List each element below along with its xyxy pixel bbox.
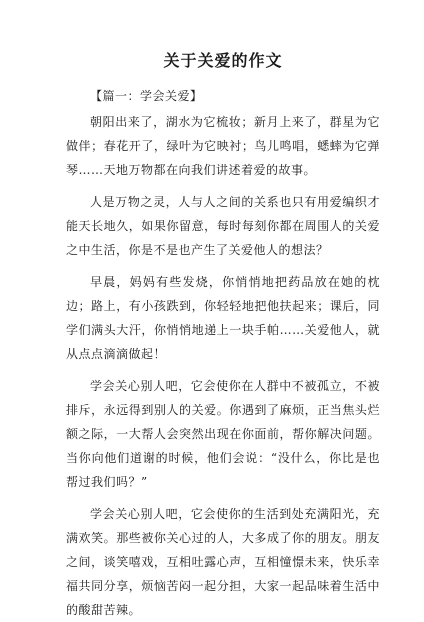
paragraph-2: 人是万物之灵，人与人之间的关系也只有用爱编织才能天长地久，如果你留意，每时每刻你都在周围人的关爱之中生活，你是不是也产生了关爱他人的想法？ [66, 195, 380, 257]
paragraph-1: 朝阳出来了，湖水为它梳妆；新月上来了，群星为它做伴；春花开了，绿叶为它映衬；鸟儿鸣唱，蟋蟀为它弹琴……天地万物都在向我们讲述着爱的故事。 [66, 115, 380, 177]
document-title: 关于关爱的作文 [163, 51, 283, 70]
paragraph-4: 学会关心别人吧，它会使你在人群中不被孤立，不被排斥，永远得到别人的关爱。你遇到了麻烦，正当焦头烂额之际，一大帮人会突然出现在你面前，帮你解决问题。当你向他们道谢的时候，他们会说：“没什么，你比是也帮过我们吗？” [66, 379, 380, 489]
section-label: 【篇一：学会关爱】 [90, 89, 203, 103]
paragraph-5: 学会关心别人吧，它会使你的生活到处充满阳光，充满欢笑。那些被你关心过的人，大多成了你的朋友。朋友之间，谈笑嘻戏，互相吐露心声，互相憧憬未来，快乐幸福共同分享，烦恼苦闷一起分担，大家一起品味着生活中的酸甜苦辣。 [66, 507, 380, 617]
paragraph-3: 早晨，妈妈有些发烧，你悄悄地把药品放在她的枕边；路上，有小孩跌到，你轻轻地把他扶起来；课后，同学们满头大汗，你悄悄地递上一块手帕……关爱他人，就从点点滴滴做起！ [66, 275, 380, 361]
